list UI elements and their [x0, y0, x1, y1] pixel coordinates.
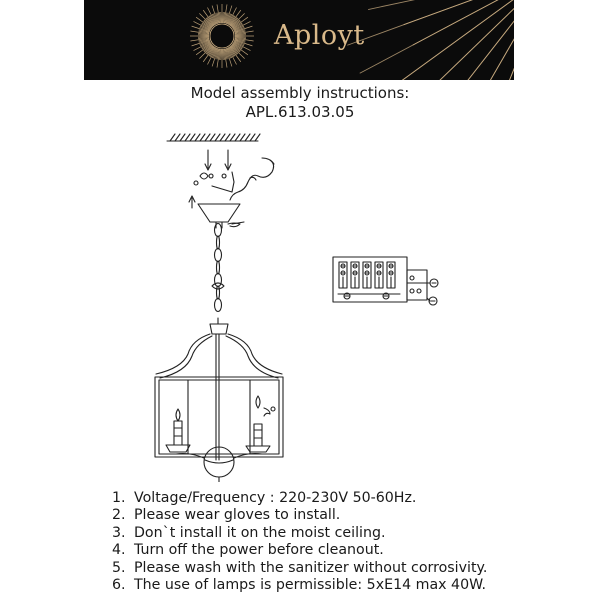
chain-icon — [212, 224, 224, 325]
candle-bulb-icon — [166, 396, 275, 452]
instruction-text: Turn off the power before cleanout. — [134, 542, 384, 559]
document-title: Model assembly instructions: — [190, 84, 410, 102]
instruction-number: 6. — [112, 577, 126, 594]
instruction-text: Please wash with the sanitizer without corrosivity. — [134, 559, 488, 576]
ceiling-hatch-icon — [167, 134, 260, 141]
earth-ground-icon — [427, 279, 438, 305]
instruction-text: Don`t install it on the moist ceiling. — [134, 524, 386, 541]
wiring-terminal-icon — [333, 257, 427, 302]
sunburst-rays-decoration — [347, 0, 514, 80]
ceiling-canopy-icon — [198, 204, 244, 228]
supply-wire-icon — [230, 158, 274, 200]
sunburst-logo-icon — [190, 4, 254, 68]
instruction-text: Please wear gloves to install. — [134, 507, 341, 524]
instruction-number: 2. — [112, 507, 126, 524]
instruction-list — [112, 490, 487, 594]
instruction-item — [112, 542, 487, 559]
mounting-screw-icon — [189, 150, 234, 208]
brand-logo: Aployt — [274, 20, 365, 51]
instruction-number: 3. — [112, 524, 126, 541]
chandelier-frame-icon — [155, 324, 283, 482]
instruction-number: 1. — [112, 490, 126, 506]
instruction-item — [112, 577, 487, 594]
instruction-number: 4. — [112, 542, 126, 559]
instruction-text: Voltage/Frequency : 220-230V 50-60Hz. — [134, 490, 417, 506]
instruction-item — [112, 490, 487, 507]
model-number: APL.613.03.05 — [245, 103, 355, 121]
instruction-text: The use of lamps is permissible: 5xE14 max 40W. — [134, 577, 487, 594]
brand-banner — [84, 0, 514, 80]
assembly-diagram — [0, 120, 600, 482]
instruction-item — [112, 507, 487, 524]
instruction-item — [112, 560, 487, 577]
instruction-number: 5. — [112, 559, 126, 576]
instruction-item — [112, 525, 487, 542]
